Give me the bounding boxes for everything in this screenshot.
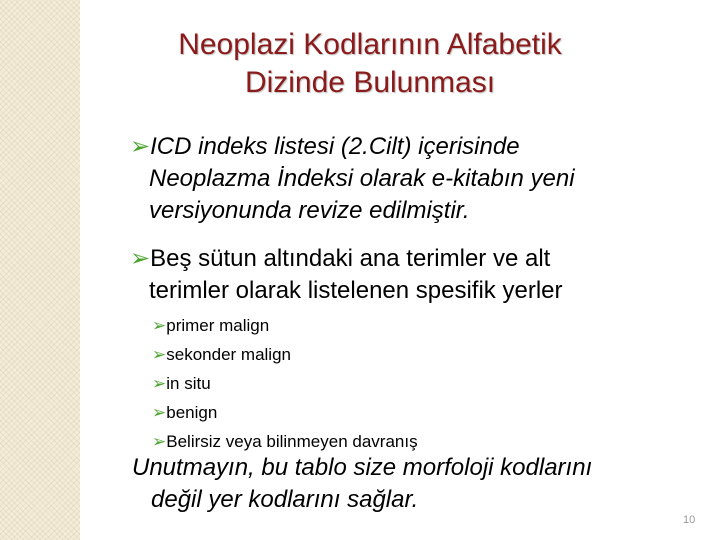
bullet-line: versiyonunda revize edilmiştir. <box>149 197 470 224</box>
bullet-line: terimler olarak listelenen spesifik yerler <box>149 277 563 304</box>
note-line-2: değil yer kodlarını sağlar. <box>151 486 419 513</box>
bullet-icd-index <box>130 131 690 227</box>
bullet-line: Beş sütun altındaki ana terimler ve alt <box>150 245 551 272</box>
bullet-five-columns <box>130 243 690 307</box>
title-line-2: Dizinde Bulunması <box>244 66 496 99</box>
list-item: ➢primer malign <box>152 316 270 335</box>
arrow-bullet-icon: ➢ <box>152 432 167 451</box>
reminder-note <box>132 452 692 516</box>
list-item: ➢benign <box>152 403 218 422</box>
decorative-side-strip <box>0 0 80 540</box>
list-item: ➢in situ <box>152 374 211 393</box>
page-number: 10 <box>683 514 696 526</box>
note-line-1: Unutmayın, bu tablo size morfoloji kodlarını <box>132 454 593 481</box>
bullet-line: Neoplazma İndeksi olarak e-kitabın yeni <box>149 165 575 192</box>
title-line-1: Neoplazi Kodlarının Alfabetik <box>178 28 562 61</box>
arrow-bullet-icon: ➢ <box>152 316 167 335</box>
list-item: ➢sekonder malign <box>152 345 291 364</box>
arrow-bullet-icon: ➢ <box>152 345 167 364</box>
arrow-bullet-icon: ➢ <box>130 133 151 160</box>
arrow-bullet-icon: ➢ <box>152 403 167 422</box>
slide-title <box>110 26 630 102</box>
column-sublist <box>152 311 418 456</box>
arrow-bullet-icon: ➢ <box>152 374 167 393</box>
list-item: ➢Belirsiz veya bilinmeyen davranış <box>152 432 418 451</box>
bullet-line: ICD indeks listesi (2.Cilt) içerisinde <box>150 133 520 160</box>
arrow-bullet-icon: ➢ <box>130 245 151 272</box>
